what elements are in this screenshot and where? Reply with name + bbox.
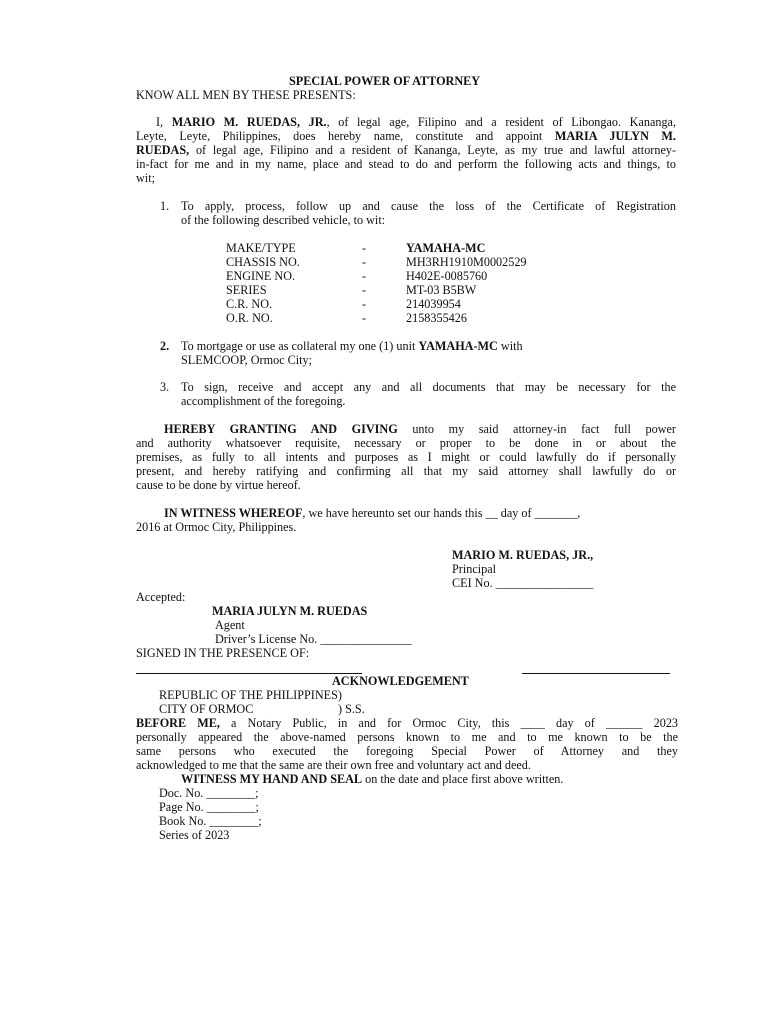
vehicle-dash: - [362,241,367,255]
ack-line-1: BEFORE ME, a Notary Public, in and for Ormoc City, this ____ day of ______ 2023 [136,716,679,730]
witness-signature-line-left [136,673,362,674]
granting-line-5: cause to be done by virtue hereof. [136,478,301,492]
item-2-number: 2. [160,339,170,353]
accepted-label: Accepted: [136,590,186,604]
witness-line-2: 2016 at Ormoc City, Philippines. [136,520,297,534]
doc-number: Doc. No. ________; [159,786,259,800]
intro-line-3: RUEDAS, of legal age, Filipino and a resident of Kananga, Leyte, as my true and lawful attorney- [136,143,677,157]
acknowledgement-title: ACKNOWLEDGEMENT [332,674,469,688]
ack-line-2: personally appeared the above-named persons known to me and to me known to be the [136,730,678,744]
document-title: SPECIAL POWER OF ATTORNEY [289,74,481,88]
vehicle-label: SERIES [226,283,267,297]
intro-line-4: in-fact for me and in my name, place and stead to do and perform the following acts and things, to [136,157,676,171]
witness-signature-line-right [522,673,670,674]
ack-line-3: same persons who executed the foregoing Special Power of Attorney and they [136,744,678,758]
principal-name: MARIO M. RUEDAS, JR., [452,548,594,562]
vehicle-label: ENGINE NO. [226,269,296,283]
intro-line-1: I, MARIO M. RUEDAS, JR., of legal age, Filipino and a resident of Libongao. Kananga, [156,115,676,129]
item-3-line-1: To sign, receive and accept any and all documents that may be necessary for the [181,380,676,394]
vehicle-label: C.R. NO. [226,297,273,311]
know-all-heading: KNOW ALL MEN BY THESE PRESENTS: [136,88,356,102]
granting-line-3: premises, as fully to all intents and purposes as I might or could lawfully do if personally [136,450,676,464]
vehicle-dash: - [362,311,367,325]
signed-presence-label: SIGNED IN THE PRESENCE OF: [136,646,310,660]
agent-license: Driver’s License No. _______________ [215,632,412,646]
vehicle-value: MT-03 B5BW [406,283,477,297]
vehicle-dash: - [362,297,367,311]
granting-line-2: and authority whatsoever requisite, necessary or proper to be done in or about the [136,436,676,450]
item-1-line-1: To apply, process, follow up and cause the loss of the Certificate of Registration [181,199,676,213]
intro-line-2: Leyte, Leyte, Philippines, does hereby name, constitute and appoint MARIA JULYN M. [136,129,676,143]
page-number: Page No. ________; [159,800,259,814]
vehicle-value: MH3RH1910M0002529 [406,255,527,269]
granting-line-4: present, and hereby ratifying and confirming all that my said attorney shall lawfully do or [136,464,676,478]
granting-line-1: HEREBY GRANTING AND GIVING unto my said attorney-in fact full power [164,422,676,436]
vehicle-value: H402E-0085760 [406,269,488,283]
vehicle-label: CHASSIS NO. [226,255,300,269]
vehicle-dash: - [362,283,367,297]
item-2-line-1: To mortgage or use as collateral my one (1) unit YAMAHA-MC with [181,339,523,353]
ack-line-4: acknowledged to me that the same are their own free and voluntary act and deed. [136,758,531,772]
vehicle-dash: - [362,255,367,269]
vehicle-value: YAMAHA-MC [406,241,486,255]
principal-role: Principal [452,562,497,576]
book-number: Book No. ________; [159,814,262,828]
city-line: CITY OF ORMOC [159,702,254,716]
item-3-line-2: accomplishment of the foregoing. [181,394,346,408]
agent-name: MARIA JULYN M. RUEDAS [212,604,368,618]
republic-line: REPUBLIC OF THE PHILIPPINES) [159,688,342,702]
ss-mark: ) S.S. [338,702,365,716]
intro-line-5: wit; [136,171,155,185]
vehicle-dash: - [362,269,367,283]
item-1-line-2: of the following described vehicle, to wit: [181,213,386,227]
vehicle-label: O.R. NO. [226,311,273,325]
item-2-line-2: SLEMCOOP, Ormoc City; [181,353,313,367]
agent-role: Agent [215,618,245,632]
vehicle-value: 2158355426 [406,311,467,325]
witness-hand-seal: WITNESS MY HAND AND SEAL on the date and place first above written. [181,772,564,786]
vehicle-label: MAKE/TYPE [226,241,296,255]
witness-line-1: IN WITNESS WHEREOF, we have hereunto set our hands this __ day of _______, [164,506,581,520]
item-1-number: 1. [160,199,170,213]
item-3-number: 3. [160,380,170,394]
principal-cei: CEI No. ________________ [452,576,594,590]
series-year: Series of 2023 [159,828,230,842]
vehicle-value: 214039954 [406,297,461,311]
